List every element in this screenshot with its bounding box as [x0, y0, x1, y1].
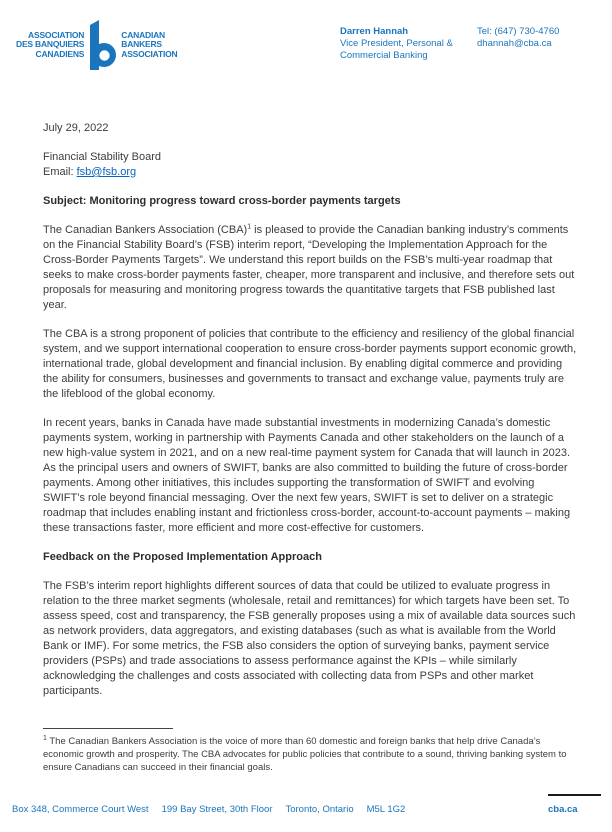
footnote-reference: 1	[247, 223, 252, 231]
logo-english-line: BANKERS	[121, 39, 162, 50]
footnote-separator	[43, 728, 173, 729]
cba-b-icon	[89, 20, 116, 70]
recipient-name: Financial Stability Board	[43, 151, 162, 163]
footnote-body: The Canadian Bankers Association is the voice of more than 60 domestic and foreign banks that help drive Canada’s economic growth and prosperity. The CBA advocates for public policies that contribute to a sound, thriving banking system to ensure Canadians can succeed in their financial goals.	[43, 736, 567, 773]
footnote-number: 1	[43, 734, 47, 742]
paragraph-1	[43, 223, 578, 313]
section-heading: Feedback on the Proposed Implementation Approach	[43, 551, 322, 563]
footer-website-link[interactable]: cba.ca	[548, 804, 578, 815]
footer-website-rule	[548, 794, 601, 796]
footer-address-part: 199 Bay Street, 30th Floor	[161, 804, 273, 815]
paragraph-2: The CBA is a strong proponent of policies that contribute to the efficiency and resiliency of the global financial system, and we support international cooperation to ensure cross-border payments support economic growth, international trade, global development and financial inclusion. By enabling digital commerce and providing the ability for consumers, businesses and governments to transact and exchange value, payments truly are the lifeblood of the global economy.	[43, 328, 577, 400]
cba-logo	[16, 20, 177, 70]
subject-line: Subject: Monitoring progress toward cross-border payments targets	[43, 195, 401, 207]
footnote-area	[43, 728, 578, 774]
paragraph-1-text: The Canadian Bankers Association (CBA)	[43, 224, 248, 236]
sender-phone: Tel: (647) 730-4760	[477, 26, 560, 37]
logo-french-line: DES BANQUIERS	[16, 39, 85, 50]
sender-email: dhannah@cba.ca	[477, 38, 552, 49]
logo-french-text	[16, 31, 84, 60]
paragraph-3: In recent years, banks in Canada have made substantial investments in modernizing Canada’s domestic payments system, working in partnership with Payments Canada and other stakeholders on the launch of a new high-value system in 2021, and on a new real-time payment system for Canada that will launch in 2023. As the principal users and owners of SWIFT, banks are also committed to building the future of cross-border payments. Among other initiatives, this includes supporting the transformation of SWIFT and evolving SWIFT’s role beyond financial messaging. Over the next few years, SWIFT is set to deliver on a strategic roadmap that includes enabling instant and frictionless cross-border, account-to-account payments – making these transactions faster, more efficient and more cost-effective for customers.	[43, 417, 571, 534]
sender-name: Darren Hannah	[340, 26, 409, 37]
footer-address-part: Toronto, Ontario	[285, 804, 354, 815]
recipient-email-line	[43, 165, 578, 180]
sender-title-line1: Vice President, Personal &	[340, 38, 453, 49]
sender-title-line2: Commercial Banking	[340, 50, 428, 61]
sender-contact-block	[340, 26, 453, 62]
footer-address-part: Box 348, Commerce Court West	[12, 804, 149, 815]
logo-english-text	[121, 31, 177, 60]
paragraph-4: The FSB’s interim report highlights different sources of data that could be utilized to evaluate progress in relation to the three market segments (wholesale, retail and remittances) for which targets have been set. To assess speed, cost and transparency, the FSB generally proposes using a mix of available data sources such as network providers, data aggregators, and existing databases (such as what is available from the World Bank or IMF). For some metrics, the FSB also considers the option of surveying banks, payment service providers (PSPs) and trade associations to assess performance against the KPIs – while similarly acknowledging the challenges and costs associated with collecting data from PSPs and other market participants.	[43, 580, 576, 697]
letter-date: July 29, 2022	[43, 122, 109, 134]
recipient-block	[43, 150, 578, 180]
recipient-email-link[interactable]: fsb@fsb.org	[76, 166, 137, 178]
sender-contact-details	[477, 26, 559, 50]
footnote-text	[43, 735, 578, 774]
logo-english-line: ASSOCIATION	[121, 48, 178, 59]
logo-french-line: ASSOCIATION	[28, 29, 85, 40]
footer-address	[12, 804, 418, 815]
footer-address-part: M5L 1G2	[366, 804, 406, 815]
logo-english-line: CANADIAN	[121, 29, 165, 40]
paragraph-1-text: is pleased to provide the Canadian banking industry’s comments on the Financial Stability Board’s (FSB) interim report, “Developing the Implementation Approach for the Cross-Border Payments Targets”. We understand this report builds on the FSB’s multi-year roadmap that seeks to make cross-border payments faster, cheaper, more transparent and inclusive, and therefore sets out proposals for measuring and monitoring progress towards the quantitative targets that FSB published last year.	[43, 224, 575, 311]
email-label: Email:	[43, 166, 77, 178]
logo-french-line: CANADIENS	[35, 48, 85, 59]
letter-body	[43, 121, 578, 713]
